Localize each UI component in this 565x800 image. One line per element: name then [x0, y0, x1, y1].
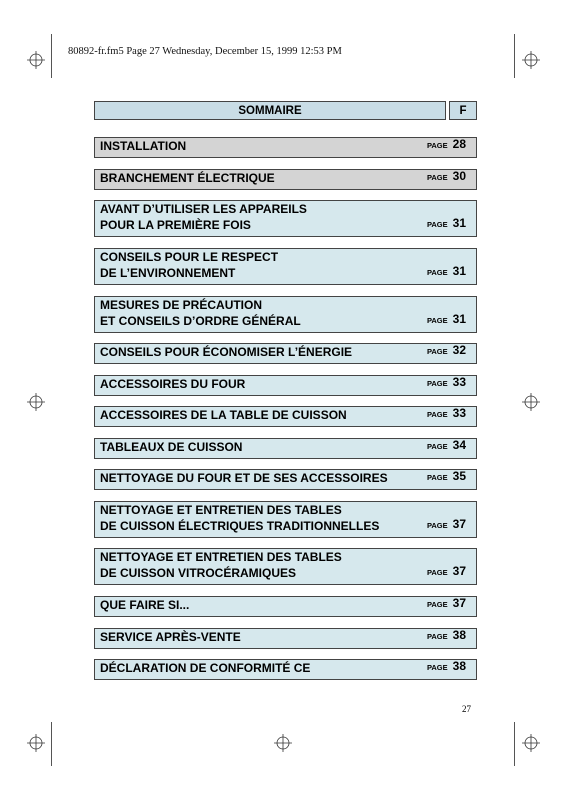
toc-entry-page: PAGE 37: [426, 564, 466, 578]
toc-entry: [94, 438, 477, 459]
registration-mark-icon: [522, 393, 540, 411]
registration-mark-icon: [522, 734, 540, 752]
registration-mark-icon: [522, 51, 540, 69]
registration-mark-icon: [27, 734, 45, 752]
toc-entry-title: CONSEILS POUR LE RESPECT DE L’ENVIRONNEMENT: [100, 250, 279, 280]
toc-entry-page: PAGE 31: [426, 312, 466, 326]
toc-entry: [94, 501, 477, 538]
toc-entry-title: ACCESSOIRES DU FOUR: [100, 377, 246, 391]
crop-line: [514, 722, 515, 766]
toc-entry-page: PAGE 38: [426, 659, 466, 673]
toc-entry-title: NETTOYAGE DU FOUR ET DE SES ACCESSOIRES: [100, 471, 388, 485]
toc-entry: [94, 548, 477, 585]
toc-entry-title: NETTOYAGE ET ENTRETIEN DES TABLES DE CUISSON VITROCÉRAMIQUES: [100, 550, 342, 580]
toc-entry: [94, 628, 477, 649]
toc-entry-page: PAGE 30: [426, 169, 466, 183]
toc-entry-page: PAGE 37: [426, 596, 466, 610]
crop-line: [51, 34, 52, 78]
toc-entry-page: PAGE 34: [426, 438, 466, 452]
toc-entry-page: PAGE 28: [426, 137, 466, 151]
toc-entry-title: QUE FAIRE SI...: [100, 598, 190, 612]
language-code-badge: F: [449, 101, 477, 120]
toc-entry-page: PAGE 31: [426, 216, 466, 230]
toc-entry-title: CONSEILS POUR ÉCONOMISER L’ÉNERGIE: [100, 345, 353, 359]
toc-entry-title: SERVICE APRÈS-VENTE: [100, 630, 241, 644]
toc-entry-page: PAGE 33: [426, 406, 466, 420]
toc-entry: [94, 343, 477, 364]
registration-mark-icon: [27, 51, 45, 69]
toc-entry-title: MESURES DE PRÉCAUTION ET CONSEILS D’ORDRE GÉNÉRAL: [100, 298, 301, 328]
toc-entry-page: PAGE 32: [426, 343, 466, 357]
toc-entry: [94, 375, 477, 396]
toc-entry-title: NETTOYAGE ET ENTRETIEN DES TABLES DE CUISSON ÉLECTRIQUES TRADITIONNELLES: [100, 503, 380, 533]
toc-entry: [94, 659, 477, 680]
toc-entry: [94, 200, 477, 237]
toc-entry: [94, 248, 477, 285]
toc-entry-page: PAGE 37: [426, 517, 466, 531]
crop-line: [514, 34, 515, 78]
toc-title: SOMMAIRE: [94, 101, 446, 120]
toc-entry: [94, 137, 477, 158]
toc-entry: [94, 406, 477, 427]
toc-entry-title: AVANT D’UTILISER LES APPAREILS POUR LA PREMIÈRE FOIS: [100, 202, 307, 232]
toc-entry: [94, 596, 477, 617]
toc-entry-title: DÉCLARATION DE CONFORMITÉ CE: [100, 661, 311, 675]
toc-entry: [94, 469, 477, 490]
toc-entry-title: INSTALLATION: [100, 139, 187, 153]
crop-line: [51, 722, 52, 766]
toc-entry: [94, 169, 477, 190]
toc-entry-title: ACCESSOIRES DE LA TABLE DE CUISSON: [100, 408, 347, 422]
file-header-line: 80892-fr.fm5 Page 27 Wednesday, December 15, 1999 12:53 PM: [68, 46, 342, 57]
page-number: 27: [462, 704, 471, 714]
toc-entry-page: PAGE 38: [426, 628, 466, 642]
registration-mark-icon: [27, 393, 45, 411]
toc-entry-title: TABLEAUX DE CUISSON: [100, 440, 243, 454]
toc-entry-title: BRANCHEMENT ÉLECTRIQUE: [100, 171, 275, 185]
toc-entry-page: PAGE 35: [426, 469, 466, 483]
toc-entry: [94, 296, 477, 333]
toc-entry-page: PAGE 33: [426, 375, 466, 389]
toc-entry-page: PAGE 31: [426, 264, 466, 278]
registration-mark-icon: [274, 734, 292, 752]
